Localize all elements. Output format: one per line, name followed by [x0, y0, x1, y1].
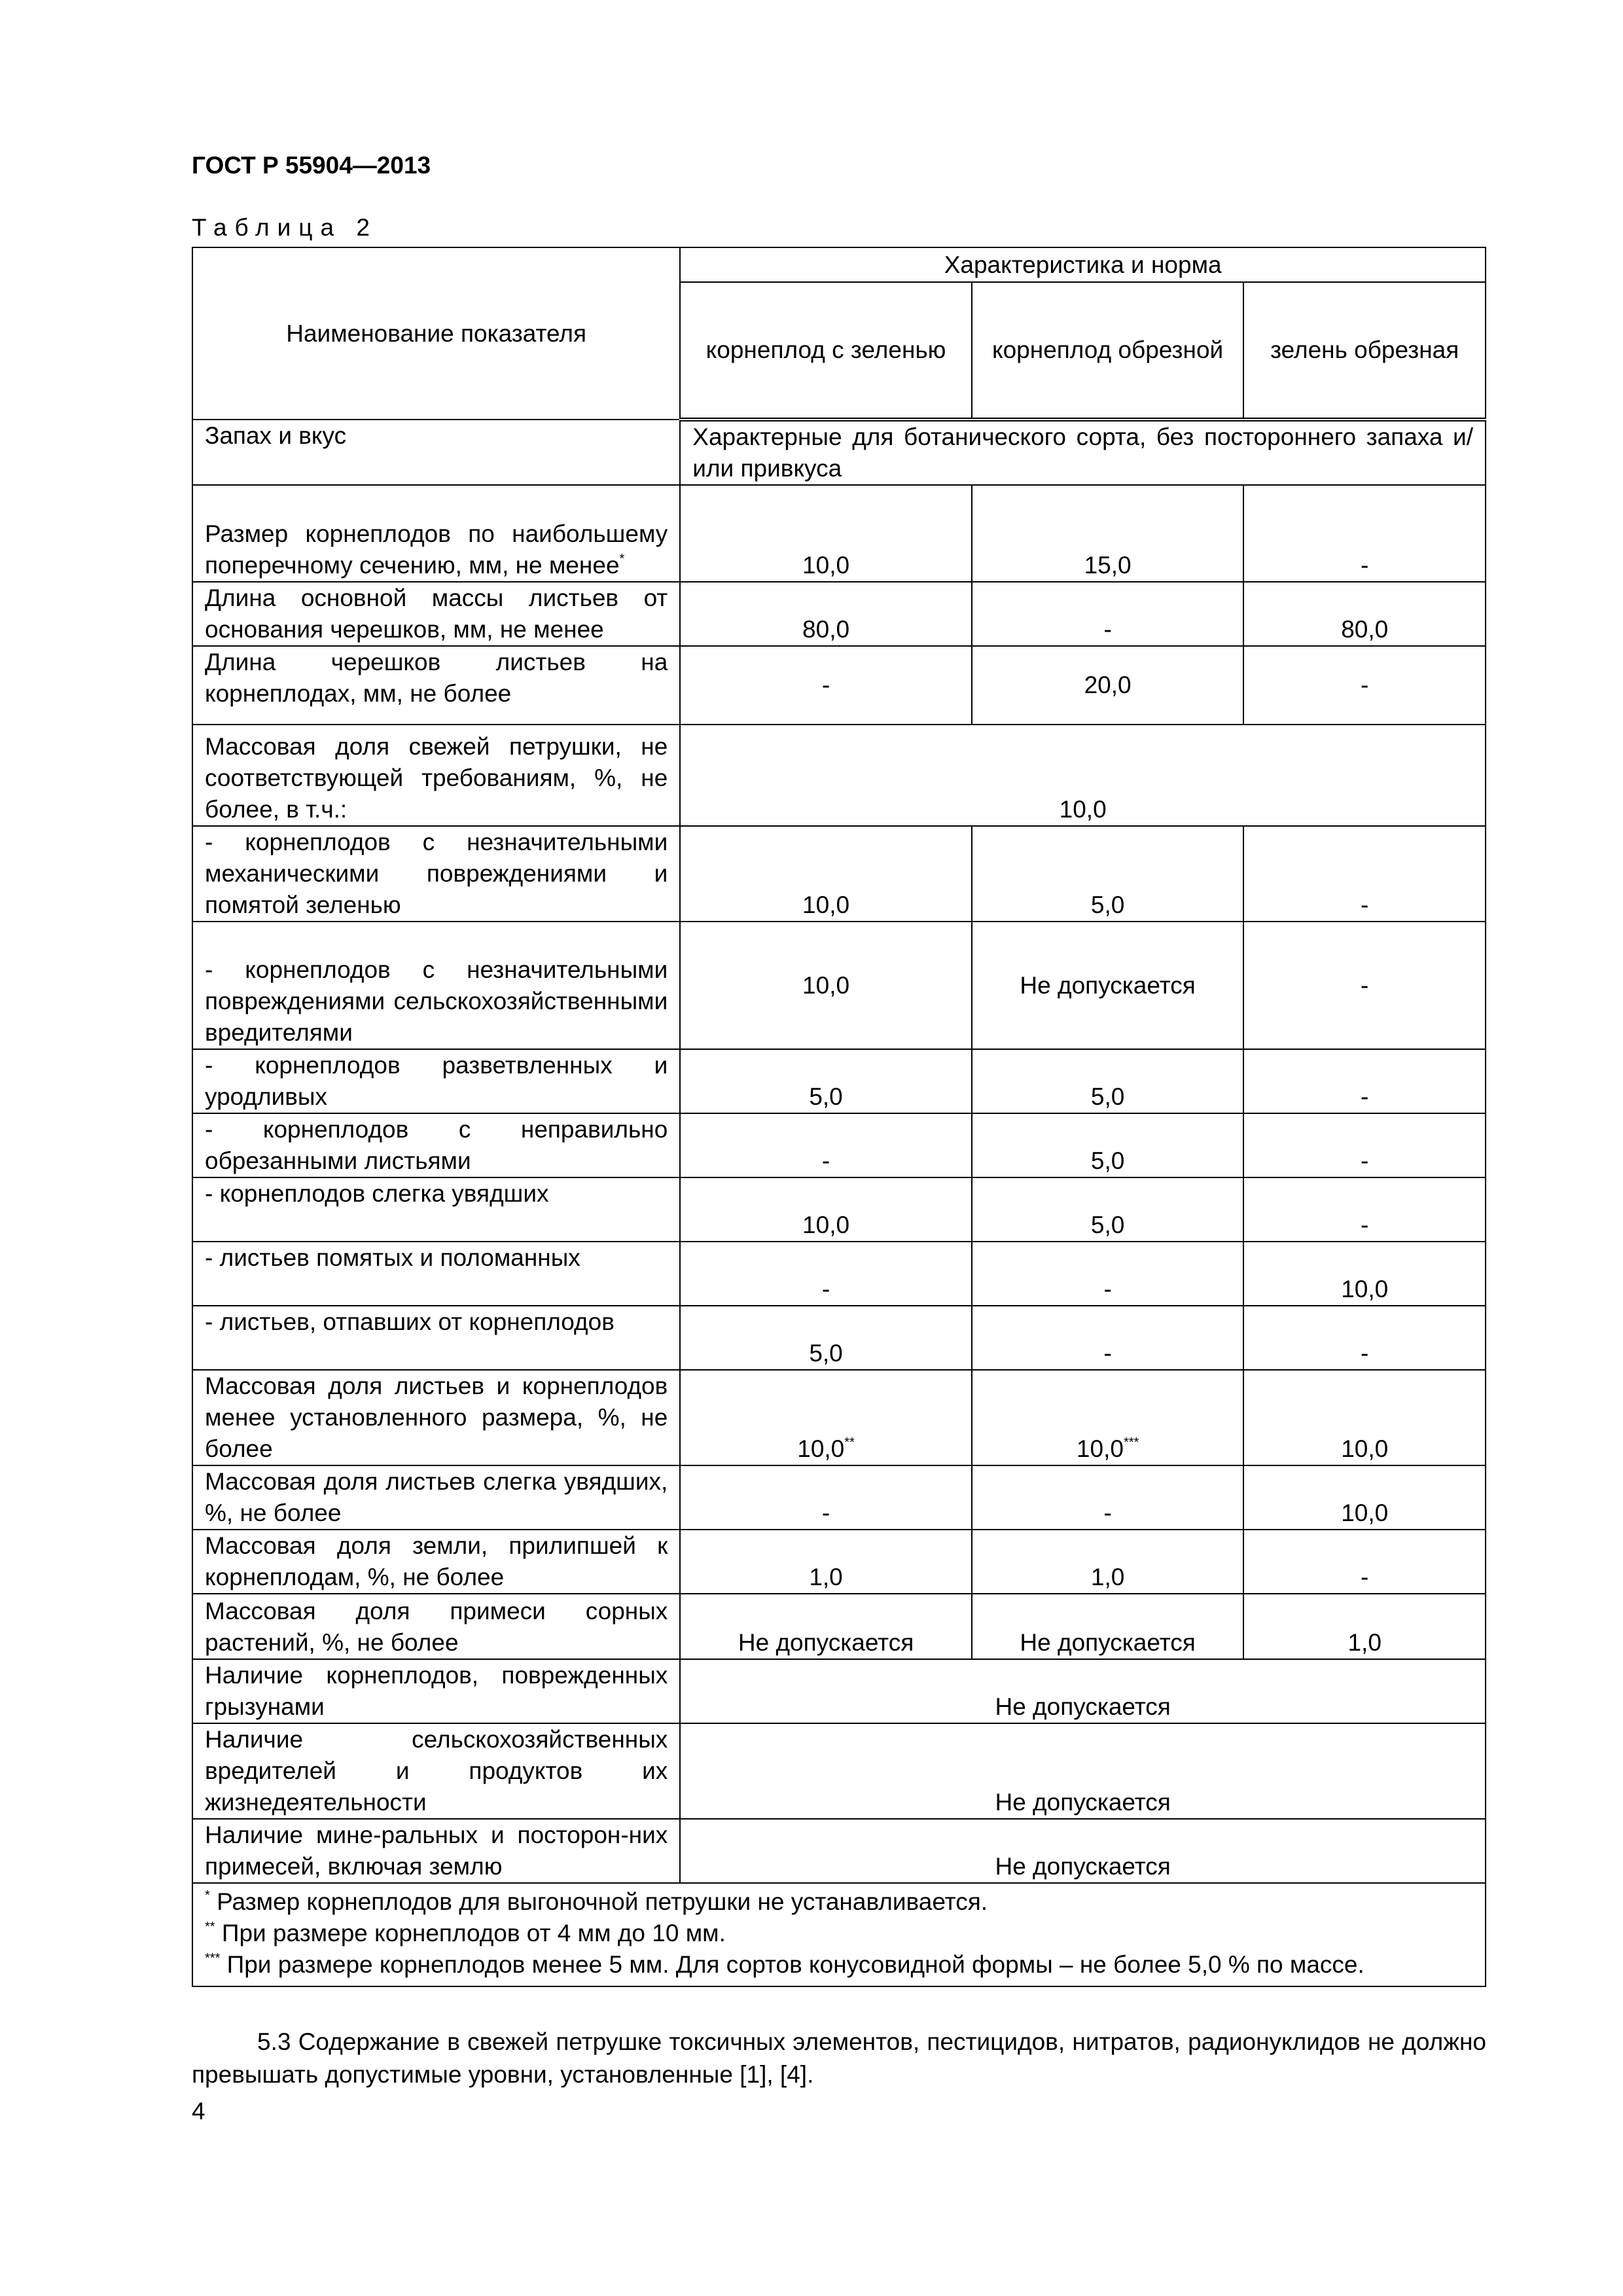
row-value-root-trimmed: 5,0 [972, 826, 1244, 922]
footnote: * Размер корнеплодов для выгоночной петрушки не устанавливается. [205, 1888, 988, 1915]
row-value-root-with-greens: 5,0 [680, 1306, 972, 1370]
table-row [192, 1594, 1486, 1659]
row-value-root-trimmed: - [972, 1306, 1244, 1370]
table-row [192, 1177, 1486, 1242]
row-name: Массовая доля примеси сорных растений, %, не более [192, 1594, 680, 1659]
row-name: Массовая доля свежей петрушки, не соответствующей требованиям, %, не более, в т.ч.: [192, 725, 680, 826]
table-row [192, 1723, 1486, 1819]
row-value-greens-trimmed: - [1243, 646, 1486, 725]
row-value-greens-trimmed: 10,0 [1243, 1242, 1486, 1306]
row-value-greens-trimmed: - [1243, 1113, 1486, 1177]
row-name: Массовая доля листьев слегка увядших, %, не более [192, 1465, 680, 1530]
table-row [192, 1659, 1486, 1723]
row-value-root-trimmed: - [972, 1465, 1244, 1530]
row-value-root-trimmed: 5,0 [972, 1113, 1244, 1177]
row-name: Наличие сельскохозяйственных вредителей и продуктов их жизнедеятельности [192, 1723, 680, 1819]
row-value-root-with-greens: 10,0 [680, 485, 972, 582]
row-name: Наличие мине-ральных и посторон-них примесей, включая землю [192, 1819, 680, 1883]
footnote-mark: * [619, 552, 625, 566]
header-indicator-name: Наименование показателя [192, 247, 680, 420]
row-name: - корнеплодов с незначительными механическими повреждениями и помятой зеленью [192, 826, 680, 922]
row-value-greens-trimmed: - [1243, 485, 1486, 582]
row-name: - корнеплодов слегка увядших [192, 1177, 680, 1242]
row-merged-value: 10,0 [680, 725, 1486, 826]
row-name: - листьев, отпавших от корнеплодов [192, 1306, 680, 1370]
row-value-root-with-greens: - [680, 1113, 972, 1177]
page-number: 4 [192, 2098, 205, 2125]
row-value-root-with-greens: - [680, 1465, 972, 1530]
row-value-root-trimmed: 15,0 [972, 485, 1244, 582]
row-merged-value: Не допускается [680, 1723, 1486, 1819]
row-value-root-with-greens: 1,0 [680, 1530, 972, 1594]
footnote-mark: ** [844, 1435, 855, 1450]
section-paragraph: 5.3 Содержание в свежей петрушке токсичных элементов, пестицидов, нитратов, радионуклидов не должно превышать допустимые уровни, установленные [1], [4]. [192, 2028, 1486, 2088]
row-name: Длина черешков листьев на корнеплодах, мм, не более [192, 646, 680, 725]
row-name: - листьев помятых и поломанных [192, 1242, 680, 1306]
row-value-greens-trimmed: 1,0 [1243, 1594, 1486, 1659]
row-name: - корнеплодов с незначительными повреждениями сельскохозяйственными вредителями [192, 922, 680, 1049]
row-merged-value: Не допускается [680, 1819, 1486, 1883]
table-row [192, 420, 1486, 485]
row-name: Размер корнеплодов по наибольшему поперечному сечению, мм, не менее* [192, 485, 680, 582]
footnote: ** При размере корнеплодов от 4 мм до 10 мм. [205, 1920, 726, 1946]
row-value-root-with-greens: 10,0** [680, 1370, 972, 1465]
row-merged-value: Не допускается [680, 1659, 1486, 1723]
row-value-root-trimmed: 1,0 [972, 1530, 1244, 1594]
table-row [192, 922, 1486, 1049]
row-name: Массовая доля листьев и корнеплодов менее установленного размера, %, не более [192, 1370, 680, 1465]
table-header-row [192, 247, 1486, 282]
header-greens-trimmed: зелень обрезная [1243, 282, 1486, 420]
table-row [192, 646, 1486, 725]
row-value-root-trimmed: - [972, 1242, 1244, 1306]
table-row [192, 582, 1486, 646]
row-merged-value: Характерные для ботанического сорта, без постороннего запаха и/или привкуса [680, 420, 1486, 485]
row-value-root-with-greens: 80,0 [680, 582, 972, 646]
document-header: ГОСТ Р 55904—2013 [192, 152, 431, 179]
header-root-with-greens: корнеплод с зеленью [680, 282, 972, 420]
table-caption: Таблица 2 [192, 214, 378, 241]
header-root-trimmed: корнеплод обрезной [972, 282, 1244, 420]
row-value-root-trimmed: 5,0 [972, 1177, 1244, 1242]
row-name: Запах и вкус [192, 420, 680, 485]
header-characteristic-group: Характеристика и норма [680, 247, 1486, 282]
table-footnotes-row [192, 1883, 1486, 1986]
row-value-root-with-greens: 5,0 [680, 1049, 972, 1113]
table-row [192, 1530, 1486, 1594]
row-value-greens-trimmed: - [1243, 1177, 1486, 1242]
row-value-root-with-greens: - [680, 646, 972, 725]
table-row [192, 725, 1486, 826]
row-value-greens-trimmed: - [1243, 1530, 1486, 1594]
table-footnotes [192, 1883, 1486, 1986]
row-name: - корнеплодов с неправильно обрезанными листьями [192, 1113, 680, 1177]
row-value-root-with-greens: Не допускается [680, 1594, 972, 1659]
row-name: Длина основной массы листьев от основания черешков, мм, не менее [192, 582, 680, 646]
footnote: *** При размере корнеплодов менее 5 мм. Для сортов конусовидной формы – не более 5,0 % по массе. [205, 1951, 1364, 1978]
table-row [192, 826, 1486, 922]
row-value-greens-trimmed: 10,0 [1243, 1465, 1486, 1530]
requirements-table [192, 247, 1486, 1987]
table-row [192, 1306, 1486, 1370]
row-value-root-with-greens: 10,0 [680, 1177, 972, 1242]
row-value-root-with-greens: 10,0 [680, 826, 972, 922]
row-value-greens-trimmed: - [1243, 922, 1486, 1049]
footnote-mark: *** [1123, 1435, 1139, 1450]
row-name: - корнеплодов разветвленных и уродливых [192, 1049, 680, 1113]
row-value-greens-trimmed: - [1243, 1306, 1486, 1370]
row-value-greens-trimmed: 80,0 [1243, 582, 1486, 646]
row-value-root-trimmed: Не допускается [972, 1594, 1244, 1659]
table-row [192, 1242, 1486, 1306]
table-row [192, 1465, 1486, 1530]
row-value-root-with-greens: - [680, 1242, 972, 1306]
row-name: Массовая доля земли, прилипшей к корнеплодам, %, не более [192, 1530, 680, 1594]
row-value-greens-trimmed: 10,0 [1243, 1370, 1486, 1465]
row-value-greens-trimmed: - [1243, 826, 1486, 922]
table-row [192, 1113, 1486, 1177]
row-value-root-with-greens: 10,0 [680, 922, 972, 1049]
row-value-root-trimmed: Не допускается [972, 922, 1244, 1049]
row-value-root-trimmed: 10,0*** [972, 1370, 1244, 1465]
row-value-root-trimmed: 5,0 [972, 1049, 1244, 1113]
table-row [192, 1049, 1486, 1113]
row-name: Наличие корнеплодов, поврежденных грызунами [192, 1659, 680, 1723]
table-row [192, 1370, 1486, 1465]
table-row [192, 1819, 1486, 1883]
table-row [192, 485, 1486, 582]
row-value-root-trimmed: 20,0 [972, 646, 1244, 725]
row-value-greens-trimmed: - [1243, 1049, 1486, 1113]
row-value-root-trimmed: - [972, 582, 1244, 646]
